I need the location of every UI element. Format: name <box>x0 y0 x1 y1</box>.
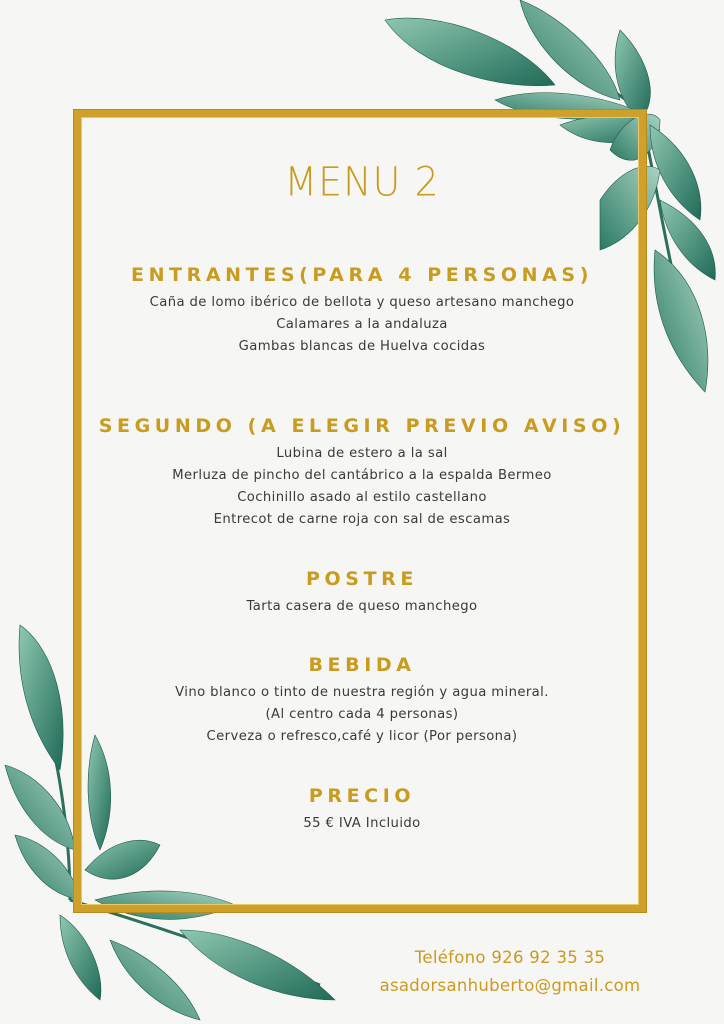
menu-item: Caña de lomo ibérico de bellota y queso artesano manchego <box>149 295 575 310</box>
menu-item: (Al centro cada 4 personas) <box>265 707 459 722</box>
phone-text: Teléfono 926 92 35 35 <box>414 948 606 967</box>
section-precio <box>0 785 724 835</box>
menu-item: Gambas blancas de Huelva cocidas <box>238 339 486 354</box>
section-bebida <box>0 654 724 748</box>
section-heading: SEGUNDO (A ELEGIR PREVIO AVISO) <box>98 415 626 437</box>
contact-block <box>360 944 660 1000</box>
menu-item: Tarta casera de queso manchego <box>246 599 478 614</box>
menu-item: Entrecot de carne roja con sal de escamas <box>213 512 511 527</box>
menu-item: Vino blanco o tinto de nuestra región y agua mineral. <box>175 685 549 700</box>
menu-item: Merluza de pincho del cantábrico a la espalda Bermeo <box>172 468 552 483</box>
section-segundo <box>0 415 724 531</box>
menu-item: Lubina de estero a la sal <box>276 446 448 461</box>
menu-item: Cerveza o refresco,café y licor (Por persona) <box>206 729 518 744</box>
section-entrantes <box>0 264 724 358</box>
section-heading: PRECIO <box>308 785 416 807</box>
section-heading: POSTRE <box>306 568 418 590</box>
menu-title: MENU 2 <box>284 158 440 206</box>
menu-item: Calamares a la andaluza <box>276 317 448 332</box>
email-text: asadorsanhuberto@gmail.com <box>379 976 641 995</box>
section-heading: ENTRANTES(PARA 4 PERSONAS) <box>131 264 593 286</box>
section-heading: BEBIDA <box>308 654 416 676</box>
section-postre <box>0 568 724 618</box>
menu-item: Cochinillo asado al estilo castellano <box>237 490 487 505</box>
menu-item: 55 € IVA Incluido <box>303 816 421 831</box>
